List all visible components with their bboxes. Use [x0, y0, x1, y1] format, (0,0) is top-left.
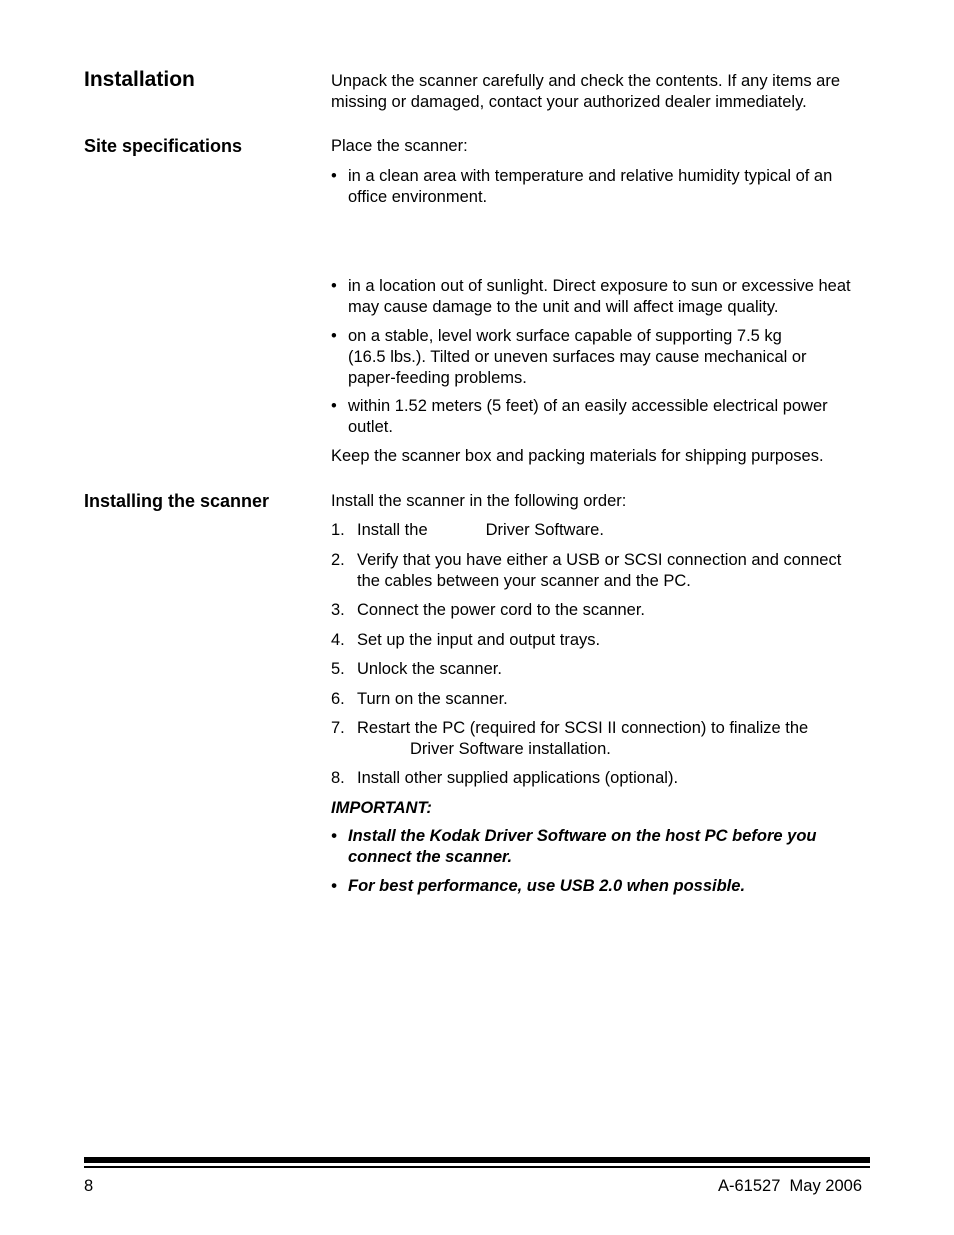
bullet-line: may cause damage to the unit and will affect image quality.	[348, 298, 779, 316]
important-line: connect the scanner.	[348, 848, 513, 866]
step-number: 4.	[331, 631, 345, 649]
footer-rule-thin	[84, 1166, 870, 1168]
doc-id: A-61527 May 2006	[717, 1177, 862, 1195]
bullet-line: paper-feeding problems.	[348, 369, 527, 387]
important-label: IMPORTANT:	[331, 799, 432, 817]
step-line: the cables between your scanner and the PC.	[357, 572, 691, 590]
step-number: 6.	[331, 690, 345, 708]
page-number: 8	[84, 1177, 94, 1195]
step-number: 1.	[331, 521, 345, 539]
bullet-marker: •	[331, 277, 337, 295]
bullet-line: within 1.52 meters (5 feet) of an easily accessible electrical power	[348, 397, 828, 415]
step-number: 5.	[331, 660, 345, 678]
step-number: 8.	[331, 769, 345, 787]
important-line: For best performance, use USB 2.0 when possible.	[348, 877, 746, 895]
intro-line: missing or damaged, contact your authorized dealer immediately.	[331, 93, 807, 111]
step-line: Turn on the scanner.	[357, 690, 508, 708]
step-text: Driver Software.	[485, 521, 604, 539]
step-line: Set up the input and output trays.	[357, 631, 601, 649]
step-number: 2.	[331, 551, 345, 569]
step-line: Verify that you have either a USB or SCSI connection and connect	[357, 551, 842, 569]
bullet-marker: •	[331, 397, 337, 415]
step-number: 7.	[331, 719, 345, 737]
heading-site-specifications: Site specifications	[84, 136, 243, 156]
step-line: Unlock the scanner.	[357, 660, 502, 678]
bullet-line: in a location out of sunlight. Direct exposure to sun or excessive heat	[348, 277, 851, 295]
bullet-line: in a clean area with temperature and relative humidity typical of an	[348, 167, 833, 185]
bullet-marker: •	[331, 327, 337, 345]
bullet-marker: •	[331, 167, 337, 185]
bullet-line: on a stable, level work surface capable of supporting 7.5 kg	[348, 327, 782, 345]
step-line: Driver Software installation.	[410, 740, 611, 758]
intro-line: Unpack the scanner carefully and check the contents. If any items are	[331, 72, 841, 90]
heading-installation: Installation	[84, 68, 195, 91]
bullet-marker: •	[331, 827, 337, 845]
bullet-line: office environment.	[348, 188, 488, 206]
bullet-marker: •	[331, 877, 337, 895]
heading-installing-the-scanner: Installing the scanner	[84, 491, 270, 511]
step-number: 3.	[331, 601, 345, 619]
site-lead: Place the scanner:	[331, 137, 468, 155]
bullet-line: outlet.	[348, 418, 393, 436]
installation-intro	[331, 71, 871, 113]
site-closing: Keep the scanner box and packing materials for shipping purposes.	[331, 447, 824, 465]
bullet-line: (16.5 lbs.). Tilted or uneven surfaces may cause mechanical or	[348, 348, 807, 366]
install-lead: Install the scanner in the following order:	[331, 492, 627, 510]
important-line: Install the Kodak Driver Software on the host PC before you	[348, 827, 817, 845]
step-line: Install other supplied applications (optional).	[357, 769, 679, 787]
step-line: Restart the PC (required for SCSI II connection) to finalize the	[357, 719, 809, 737]
step-text: Install the	[357, 521, 428, 539]
step-line: Connect the power cord to the scanner.	[357, 601, 646, 619]
footer-rule-thick	[84, 1157, 870, 1163]
